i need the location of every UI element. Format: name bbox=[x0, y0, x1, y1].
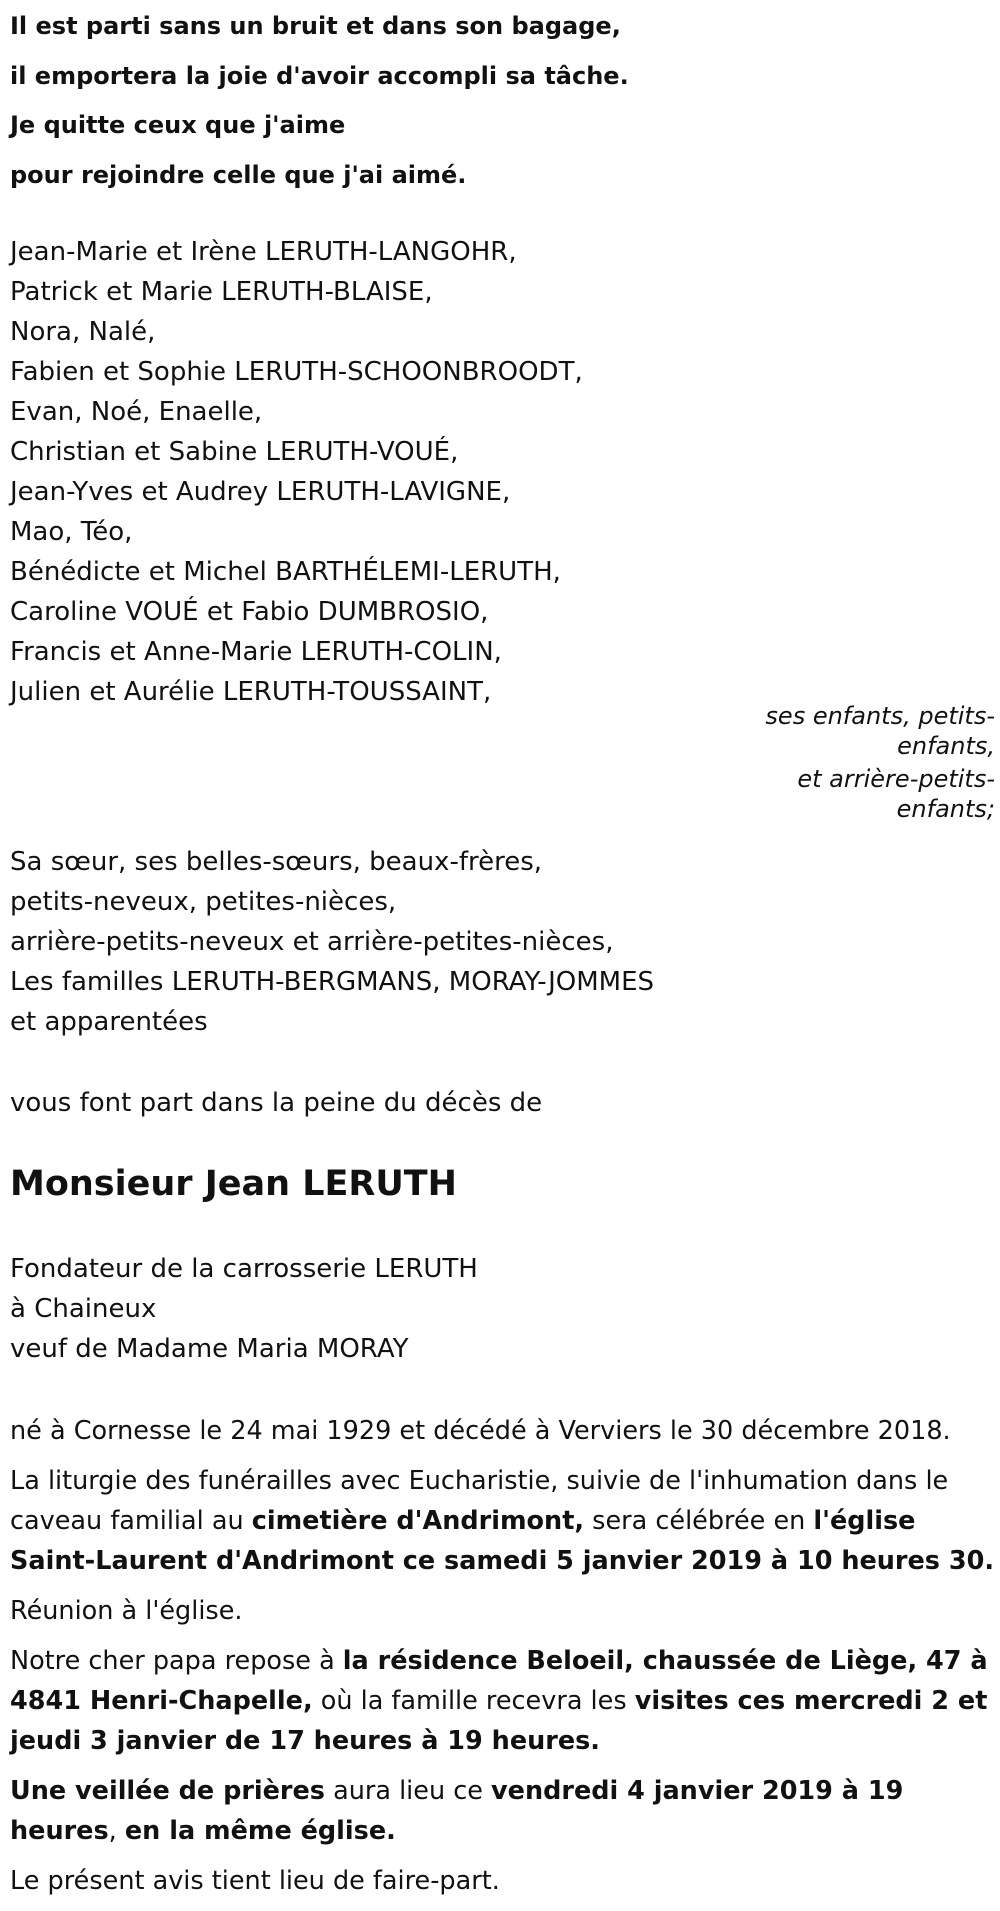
vigil-info bbox=[10, 1771, 995, 1851]
relatives-line: arrière-petits-neveux et arrière-petites-nièces, bbox=[10, 927, 614, 957]
cemetery-name: cimetière d'Andrimont, bbox=[251, 1506, 585, 1536]
vigil-title: Une veillée de prières bbox=[10, 1776, 325, 1806]
poem-line: pour rejoindre celle que j'ai aimé. bbox=[10, 160, 467, 189]
visiting-hours: visites ces mercredi 2 et jeudi 3 janvier de 17 heures à 19 heures. bbox=[10, 1686, 988, 1756]
notice-text: Le présent avis tient lieu de faire-part. bbox=[10, 1866, 500, 1896]
family-name: Mao, Téo, bbox=[10, 517, 133, 547]
relatives-line: et apparentées bbox=[10, 1007, 208, 1037]
funeral-details bbox=[10, 1411, 995, 1911]
bio-line: Fondateur de la carrosserie LERUTH bbox=[10, 1254, 478, 1284]
family-name: Julien et Aurélie LERUTH-TOUSSAINT, bbox=[10, 677, 492, 707]
relation-children: ses enfants, petits-enfants, bbox=[765, 702, 995, 760]
family-name: Evan, Noé, Enaelle, bbox=[10, 397, 263, 427]
repose-text: où la famille recevra les bbox=[312, 1686, 635, 1716]
family-name: Jean-Marie et Irène LERUTH-LANGOHR, bbox=[10, 237, 517, 267]
vigil-text: , bbox=[108, 1816, 125, 1846]
funeral-text: sera célébrée en bbox=[584, 1506, 814, 1536]
relatives-line: petits-neveux, petites-nièces, bbox=[10, 887, 397, 917]
family-name: Bénédicte et Michel BARTHÉLEMI-LERUTH, bbox=[10, 557, 561, 587]
family-name: Francis et Anne-Marie LERUTH-COLIN, bbox=[10, 637, 502, 667]
birth-death-dates: né à Cornesse le 24 mai 1929 et décédé à Verviers le 30 décembre 2018. bbox=[10, 1416, 951, 1446]
relation-great-grandchildren: et arrière-petits-enfants; bbox=[797, 765, 995, 823]
other-relatives bbox=[10, 842, 995, 1042]
funeral-info bbox=[10, 1461, 995, 1581]
poem-line: il emportera la joie d'avoir accompli sa tâche. bbox=[10, 61, 629, 90]
church-date-time: l'église Saint-Laurent d'Andrimont ce samedi 5 janvier 2019 à 10 heures 30. bbox=[10, 1506, 995, 1576]
repose-info bbox=[10, 1641, 995, 1761]
poem-line: Il est parti sans un bruit et dans son bagage, bbox=[10, 12, 621, 40]
reunion-info: Réunion à l'église. bbox=[10, 1596, 243, 1626]
family-name: Fabien et Sophie LERUTH-SCHOONBROODT, bbox=[10, 357, 583, 387]
poem-line: Je quitte ceux que j'aime bbox=[10, 111, 346, 139]
announcement: vous font part dans la peine du décès de bbox=[10, 1088, 543, 1118]
relatives-line: Les familles LERUTH-BERGMANS, MORAY-JOMMES bbox=[10, 967, 655, 997]
poem bbox=[10, 2, 995, 200]
family-name: Christian et Sabine LERUTH-VOUÉ, bbox=[10, 437, 459, 467]
vigil-date-time: vendredi 4 janvier 2019 à 19 heures bbox=[10, 1776, 904, 1846]
family-name: Patrick et Marie LERUTH-BLAISE, bbox=[10, 277, 433, 307]
vigil-location: en la même église. bbox=[124, 1816, 396, 1846]
bio-line: à Chaineux bbox=[10, 1294, 157, 1324]
family-name: Caroline VOUÉ et Fabio DUMBROSIO, bbox=[10, 597, 489, 627]
residence-address: la résidence Beloeil, chaussée de Liège, 47 à 4841 Henri-Chapelle, bbox=[10, 1646, 988, 1716]
family-name: Nora, Nalé, bbox=[10, 317, 156, 347]
family-name: Jean-Yves et Audrey LERUTH-LAVIGNE, bbox=[10, 477, 511, 507]
funeral-text: La liturgie des funérailles avec Eucharistie, suivie de l'inhumation dans le caveau familial au bbox=[10, 1466, 949, 1536]
bio-line: veuf de Madame Maria MORAY bbox=[10, 1334, 409, 1364]
deceased-name: Monsieur Jean LERUTH bbox=[10, 1164, 457, 1204]
relatives-line: Sa sœur, ses belles-sœurs, beaux-frères, bbox=[10, 847, 543, 877]
repose-text: Notre cher papa repose à bbox=[10, 1646, 343, 1676]
deceased-bio bbox=[10, 1249, 995, 1369]
family-names bbox=[10, 232, 995, 712]
vigil-text: aura lieu ce bbox=[324, 1776, 492, 1806]
